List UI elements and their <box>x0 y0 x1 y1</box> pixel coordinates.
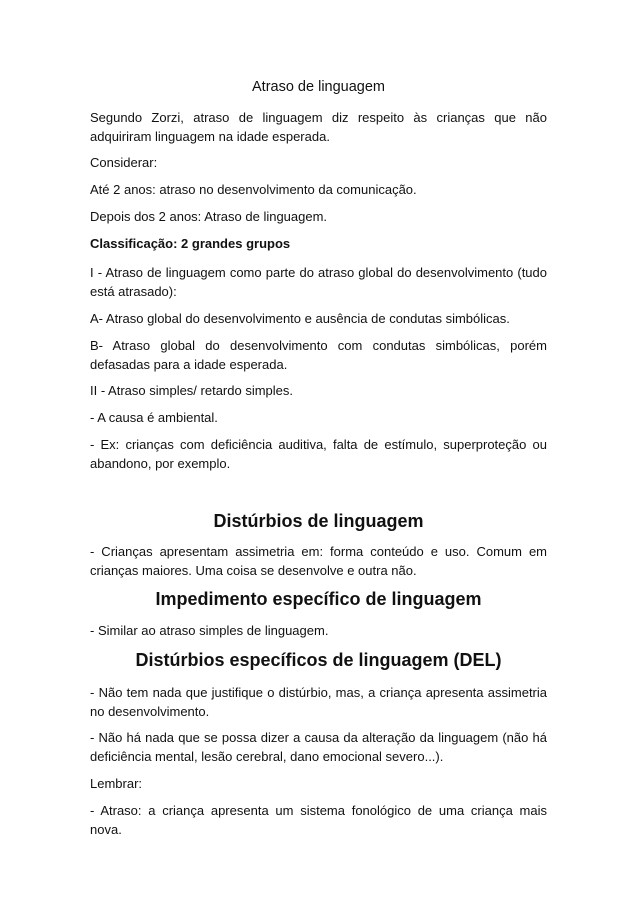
paragraph-grupo-1b: B- Atraso global do desenvolvimento com condutas simbólicas, porém defasadas para a idade esperada. <box>90 338 547 372</box>
paragraph-classificacao: Classificação: 2 grandes grupos <box>90 236 291 251</box>
paragraph-disturbios: - Crianças apresentam assimetria em: forma conteúdo e uso. Comum em crianças maiores. Uma coisa se desenvolve e outra não. <box>90 544 547 578</box>
paragraph-exemplo: - Ex: crianças com deficiência auditiva, falta de estímulo, superproteção ou abandono, por exemplo. <box>90 437 547 471</box>
section-title-atraso: Atraso de linguagem <box>252 79 385 95</box>
paragraph-grupo-1a: A- Atraso global do desenvolvimento e ausência de condutas simbólicas. <box>90 311 510 326</box>
section-title-impedimento: Impedimento específico de linguagem <box>155 589 482 609</box>
paragraph-lembrar: Lembrar: <box>90 776 143 791</box>
paragraph-del-2: - Não há nada que se possa dizer a causa da alteração da linguagem (não há deficiência mental, lesão cerebral, dano emocional severo...). <box>90 730 547 764</box>
paragraph-grupo-1: I - Atraso de linguagem como parte do atraso global do desenvolvimento (tudo está atrasado): <box>90 265 547 299</box>
paragraph-ate-2-anos: Até 2 anos: atraso no desenvolvimento da comunicação. <box>90 182 417 197</box>
section-title-del: Distúrbios específicos de linguagem (DEL) <box>135 650 502 670</box>
paragraph-grupo-2: II - Atraso simples/ retardo simples. <box>90 383 294 398</box>
paragraph-del-1: - Não tem nada que justifique o distúrbio, mas, a criança apresenta assimetria no desenvolvimento. <box>90 685 547 719</box>
paragraph-impedimento: - Similar ao atraso simples de linguagem. <box>90 623 329 638</box>
paragraph-intro: Segundo Zorzi, atraso de linguagem diz respeito às crianças que não adquiriram linguagem na idade esperada. <box>90 110 547 144</box>
paragraph-depois-2-anos: Depois dos 2 anos: Atraso de linguagem. <box>90 209 328 224</box>
paragraph-causa: - A causa é ambiental. <box>90 410 218 425</box>
section-title-disturbios: Distúrbios de linguagem <box>213 511 424 531</box>
paragraph-considerar: Considerar: <box>90 155 158 170</box>
paragraph-lembrar-text: - Atraso: a criança apresenta um sistema fonológico de uma criança mais nova. <box>90 803 547 837</box>
